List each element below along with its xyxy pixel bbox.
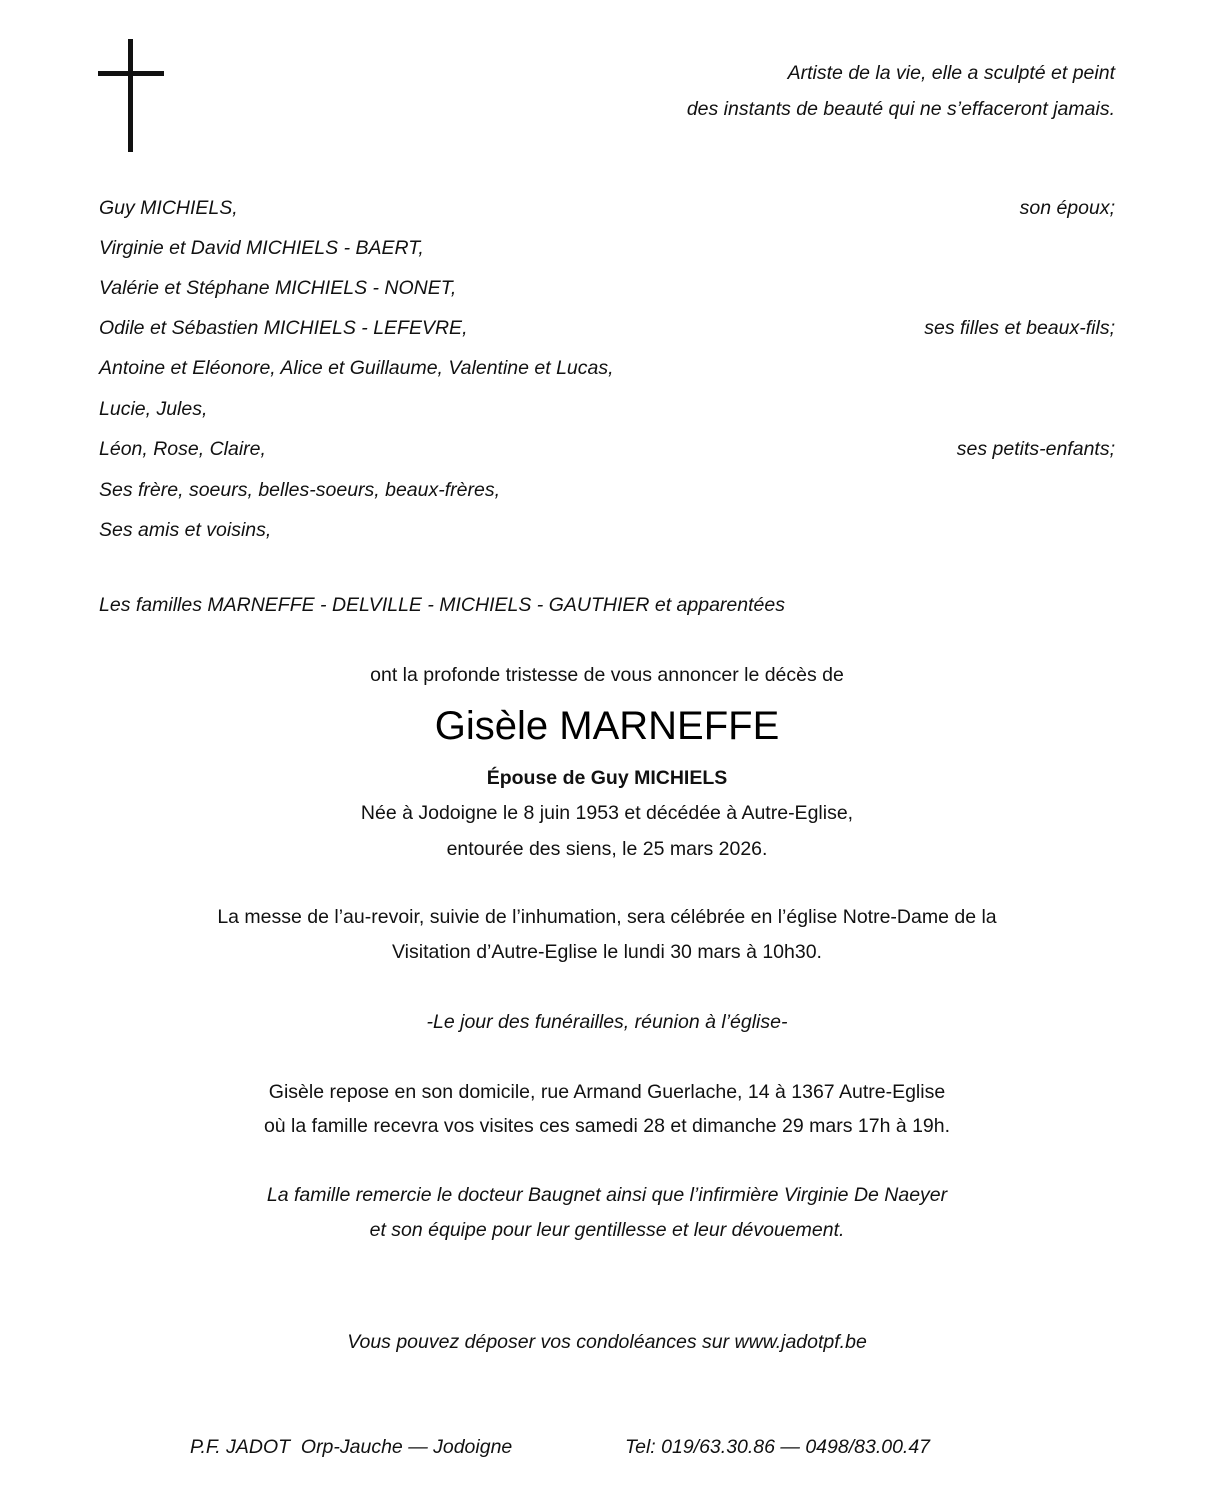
family-names: Valérie et Stéphane MICHIELS - NONET, (99, 277, 457, 299)
family-names: Odile et Sébastien MICHIELS - LEFEVRE, (99, 317, 468, 339)
spouse-line: Épouse de Guy MICHIELS (486, 767, 728, 789)
footer-phone: Tel: 019/63.30.86 — 0498/83.00.47 (625, 1436, 931, 1458)
deceased-name: Gisèle MARNEFFE (434, 704, 780, 748)
birth-death-line: Née à Jodoigne le 8 juin 1953 et décédée à Autre-Eglise, (360, 802, 854, 824)
family-relation: ses filles et beaux-fils; (924, 317, 1115, 339)
family-names: Lucie, Jules, (99, 398, 208, 420)
meeting-line: -Le jour des funérailles, réunion à l’église- (426, 1011, 788, 1033)
thanks-line: et son équipe pour leur gentillesse et leur dévouement. (369, 1219, 845, 1241)
rest-line: où la famille recevra vos visites ces samedi 28 et dimanche 29 mars 17h à 19h. (263, 1115, 951, 1137)
family-names: Léon, Rose, Claire, (99, 438, 266, 460)
families-line: Les familles MARNEFFE - DELVILLE - MICHIELS - GAUTHIER et apparentées (99, 594, 785, 616)
thanks-line: La famille remercie le docteur Baugnet ainsi que l’infirmière Virginie De Naeyer (266, 1184, 948, 1206)
cross-horizontal (98, 71, 164, 76)
epigraph-line: Artiste de la vie, elle a sculpté et peint (787, 62, 1115, 84)
mass-line: Visitation d’Autre-Eglise le lundi 30 mars à 10h30. (392, 941, 822, 963)
epigraph-line: des instants de beauté qui ne s’effaceront jamais. (686, 98, 1115, 120)
cross-vertical (128, 39, 133, 152)
announcement: ont la profonde tristesse de vous annoncer le décès de (370, 664, 844, 686)
family-names: Virginie et David MICHIELS - BAERT, (99, 237, 424, 259)
family-names: Guy MICHIELS, (99, 197, 238, 219)
birth-death-line: entourée des siens, le 25 mars 2026. (446, 838, 768, 860)
family-names: Ses frère, soeurs, belles-soeurs, beaux-frères, (99, 479, 501, 501)
mass-line: La messe de l’au-revoir, suivie de l’inhumation, sera célébrée en l’église Notre-Dame de la (217, 906, 997, 928)
family-relation: son époux; (1019, 197, 1115, 219)
condolences-line: Vous pouvez déposer vos condoléances sur www.jadotpf.be (347, 1331, 867, 1353)
footer-company: P.F. JADOT Orp-Jauche — Jodoigne (190, 1436, 513, 1458)
family-names: Antoine et Eléonore, Alice et Guillaume, Valentine et Lucas, (99, 357, 614, 379)
family-relation: ses petits-enfants; (956, 438, 1115, 460)
family-names: Ses amis et voisins, (99, 519, 272, 541)
rest-line: Gisèle repose en son domicile, rue Armand Guerlache, 14 à 1367 Autre-Eglise (268, 1081, 946, 1103)
